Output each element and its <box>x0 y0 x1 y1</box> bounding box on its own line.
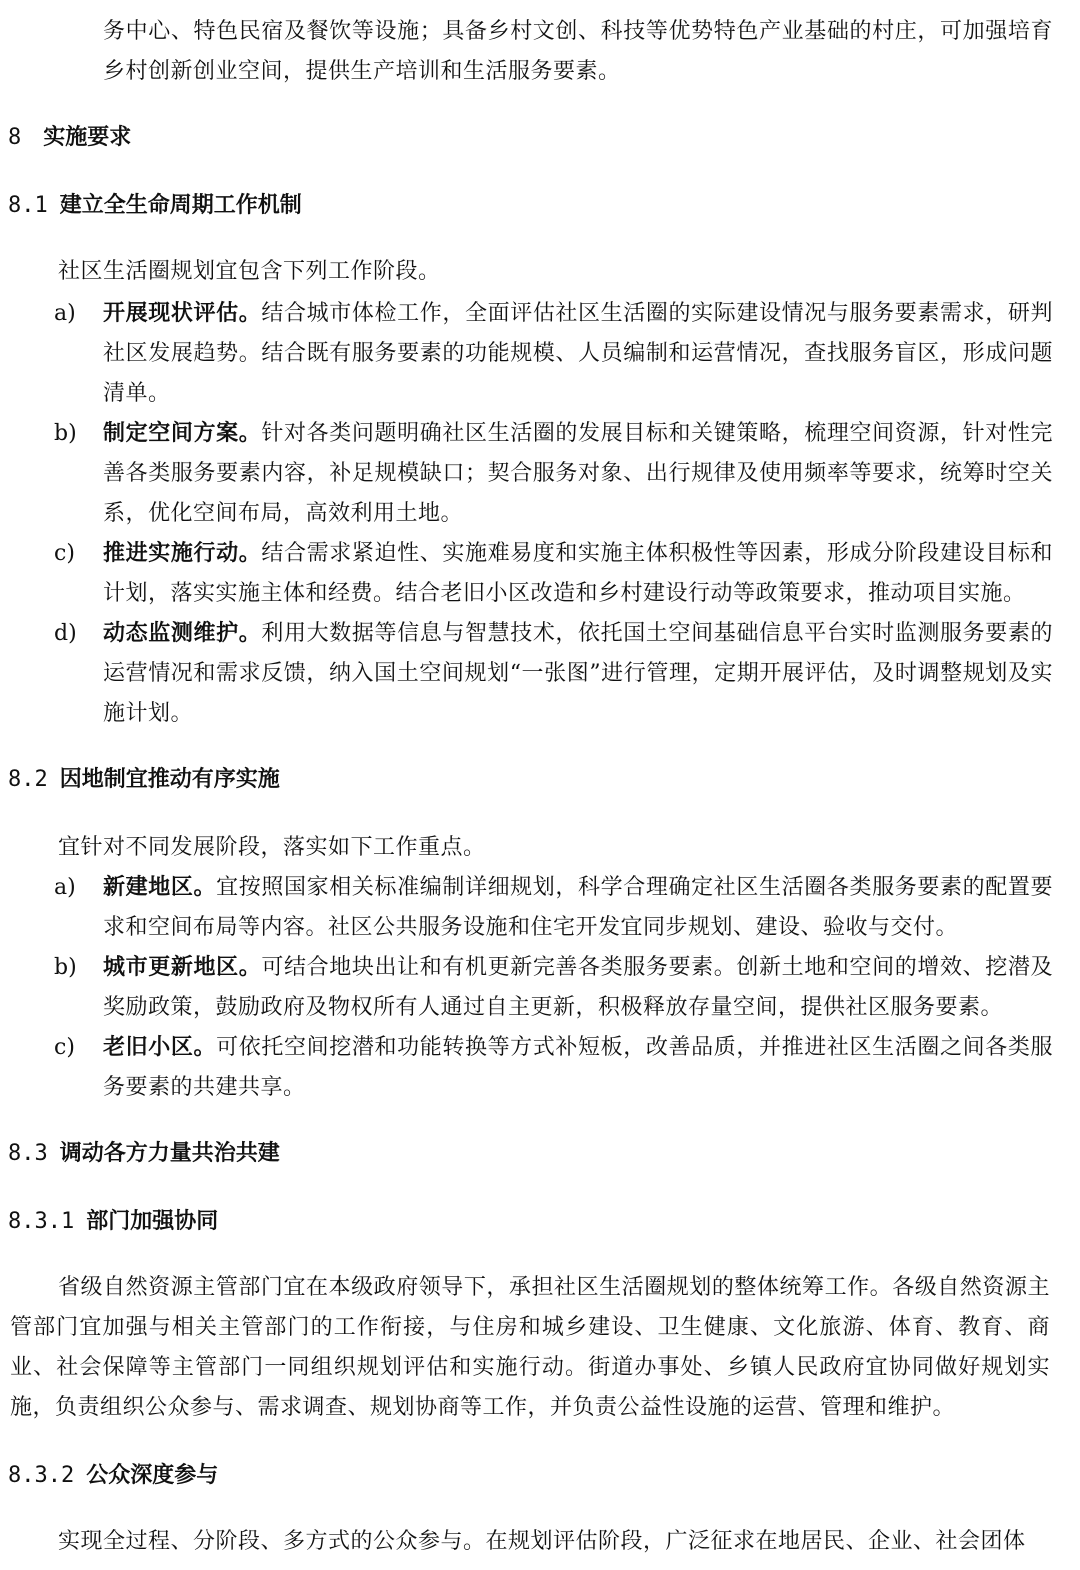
list-item-text: 利用大数据等信息与智慧技术，依托国土空间基础信息平台实时监测服务要素的运营情况和需求反馈，纳入国土空间规划“一张图”进行管理，定期开展评估，及时调整规划及实施计划。 <box>103 621 1053 726</box>
list-item-lead: 新建地区。 <box>103 875 217 900</box>
section-title: 调动各方力量共治共建 <box>59 1141 280 1166</box>
section-8-1-heading <box>8 186 302 226</box>
list-item-lead: 开展现状评估。 <box>103 301 262 326</box>
section-title: 公众深度参与 <box>86 1463 219 1488</box>
list-marker: a) <box>54 301 76 326</box>
list-item-lead: 城市更新地区。 <box>103 955 262 980</box>
section-title: 部门加强协同 <box>86 1209 219 1234</box>
list-item-text: 结合城市体检工作，全面评估社区生活圈的实际建设情况与服务要素需求，研判社区发展趋势。结合既有服务要素的功能规模、人员编制和运营情况，查找服务盲区，形成问题清单。 <box>103 301 1053 406</box>
list-marker: c) <box>54 541 75 566</box>
list-marker: c) <box>54 1035 75 1060</box>
section-8-3-heading <box>8 1134 280 1174</box>
section-number: 8.3.2 <box>8 1463 75 1488</box>
section-title: 因地制宜推动有序实施 <box>59 767 280 792</box>
section-8-3-1-paragraph: 省级自然资源主管部门宜在本级政府领导下，承担社区生活圈规划的整体统筹工作。各级自然资源主管部门宜加强与相关主管部门的工作衔接，与住房和城乡建设、卫生健康、文化旅游、体育、教育、商业、社会保障等主管部门一同组织规划评估和实施行动。街道办事处、乡镇人民政府宜协同做好规划实施，负责组织公众参与、需求调查、规划协商等工作，并负责公益性设施的运营、管理和维护。 <box>10 1275 1050 1420</box>
list-item-lead: 老旧小区。 <box>103 1035 217 1060</box>
list-item-lead: 推进实施行动。 <box>103 541 262 566</box>
list-marker: d) <box>54 621 77 646</box>
list-marker: a) <box>54 875 76 900</box>
section-8-1-intro: 社区生活圈规划宜包含下列工作阶段。 <box>58 259 441 284</box>
section-number: 8 <box>8 125 22 150</box>
list-item-text: 宜按照国家相关标准编制详细规划，科学合理确定社区生活圈各类服务要素的配置要求和空间布局等内容。社区公共服务设施和住宅开发宜同步规划、建设、验收与交付。 <box>103 875 1053 940</box>
continuation-paragraph: 务中心、特色民宿及餐饮等设施；具备乡村文创、科技等优势特色产业基础的村庄，可加强培育乡村创新创业空间，提供生产培训和生活服务要素。 <box>103 19 1053 84</box>
section-8-3-1-heading <box>8 1202 218 1242</box>
section-title: 实施要求 <box>43 125 132 150</box>
list-marker: b) <box>54 955 77 980</box>
section-title: 建立全生命周期工作机制 <box>59 193 302 218</box>
list-item-text: 可依托空间挖潜和功能转换等方式补短板，改善品质，并推进社区生活圈之间各类服务要素的共建共享。 <box>103 1035 1053 1100</box>
section-8-3-2-paragraph: 实现全过程、分阶段、多方式的公众参与。在规划评估阶段，广泛征求在地居民、企业、社会团体 <box>58 1529 1026 1554</box>
list-marker: b) <box>54 421 77 446</box>
list-item-text: 针对各类问题明确社区生活圈的发展目标和关键策略，梳理空间资源，针对性完善各类服务要素内容，补足规模缺口；契合服务对象、出行规律及使用频率等要求，统筹时空关系，优化空间布局，高效利用土地。 <box>103 421 1053 526</box>
section-8-2-intro: 宜针对不同发展阶段，落实如下工作重点。 <box>58 835 486 860</box>
section-number: 8.1 <box>8 193 48 218</box>
list-item-text: 结合需求紧迫性、实施难易度和实施主体积极性等因素，形成分阶段建设目标和计划，落实实施主体和经费。结合老旧小区改造和乡村建设行动等政策要求，推动项目实施。 <box>103 541 1053 606</box>
section-8-heading <box>8 118 131 158</box>
list-item-lead: 动态监测维护。 <box>103 621 262 646</box>
section-number: 8.3 <box>8 1141 48 1166</box>
section-8-2-heading <box>8 760 280 800</box>
list-item-text: 可结合地块出让和有机更新完善各类服务要素。创新土地和空间的增效、挖潜及奖励政策，鼓励政府及物权所有人通过自主更新，积极释放存量空间，提供社区服务要素。 <box>103 955 1053 1020</box>
section-number: 8.2 <box>8 767 48 792</box>
section-8-3-2-heading <box>8 1456 218 1496</box>
list-item-lead: 制定空间方案。 <box>103 421 262 446</box>
section-number: 8.3.1 <box>8 1209 75 1234</box>
